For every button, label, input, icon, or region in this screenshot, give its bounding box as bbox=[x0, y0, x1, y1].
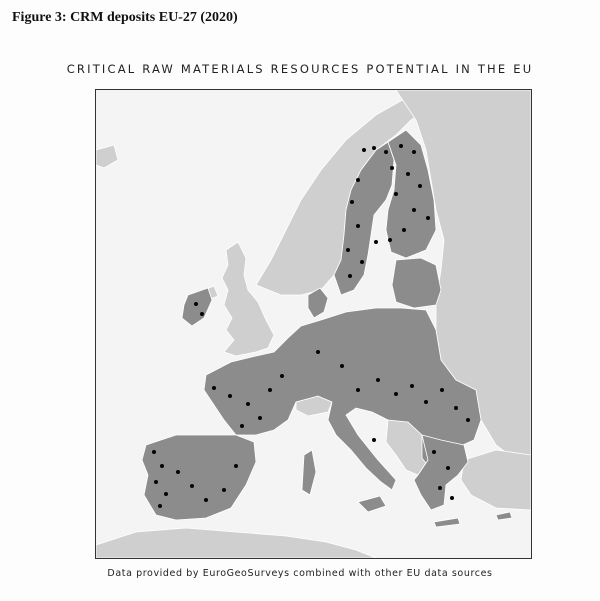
deposit-dot-icon bbox=[160, 464, 164, 468]
deposit-dot-icon bbox=[348, 274, 352, 278]
deposit-dot-icon bbox=[446, 466, 450, 470]
deposit-dot-icon bbox=[412, 208, 416, 212]
deposit-dot-icon bbox=[402, 228, 406, 232]
deposit-dot-icon bbox=[176, 470, 180, 474]
deposit-dot-icon bbox=[376, 378, 380, 382]
deposit-dot-icon bbox=[450, 496, 454, 500]
deposit-dot-icon bbox=[346, 248, 350, 252]
deposit-dot-icon bbox=[234, 464, 238, 468]
deposit-dot-icon bbox=[204, 498, 208, 502]
deposit-dot-icon bbox=[212, 386, 216, 390]
map-title: CRITICAL RAW MATERIALS RESOURCES POTENTIAL IN THE EU bbox=[66, 62, 534, 76]
deposit-dot-icon bbox=[158, 504, 162, 508]
deposit-dot-icon bbox=[222, 488, 226, 492]
deposit-dot-icon bbox=[399, 144, 403, 148]
deposit-dot-icon bbox=[372, 146, 376, 150]
deposit-dot-icon bbox=[384, 150, 388, 154]
source-note: Data provided by EuroGeoSurveys combined with other EU data sources bbox=[107, 568, 493, 579]
deposit-dot-icon bbox=[426, 216, 430, 220]
deposit-dot-icon bbox=[350, 200, 354, 204]
deposit-dot-icon bbox=[228, 394, 232, 398]
deposit-dot-icon bbox=[316, 350, 320, 354]
deposit-dot-icon bbox=[418, 184, 422, 188]
deposit-dot-icon bbox=[374, 240, 378, 244]
deposit-dot-icon bbox=[356, 178, 360, 182]
deposit-dot-icon bbox=[390, 166, 394, 170]
deposit-dot-icon bbox=[406, 172, 410, 176]
deposit-dot-icon bbox=[200, 312, 204, 316]
deposit-dot-icon bbox=[424, 400, 428, 404]
deposit-dot-icon bbox=[410, 384, 414, 388]
map-frame bbox=[95, 89, 532, 559]
deposit-dot-icon bbox=[394, 192, 398, 196]
deposit-dot-icon bbox=[164, 492, 168, 496]
deposit-dot-icon bbox=[432, 450, 436, 454]
deposit-dot-icon bbox=[356, 388, 360, 392]
deposit-dot-icon bbox=[388, 238, 392, 242]
deposit-dot-icon bbox=[394, 392, 398, 396]
deposit-dot-icon bbox=[466, 418, 470, 422]
deposit-dot-icon bbox=[454, 406, 458, 410]
deposit-dot-icon bbox=[438, 486, 442, 490]
deposit-dot-icon bbox=[356, 224, 360, 228]
deposit-dot-icon bbox=[280, 374, 284, 378]
deposit-dot-icon bbox=[152, 450, 156, 454]
baltic-states bbox=[392, 258, 441, 308]
deposit-dot-icon bbox=[372, 438, 376, 442]
deposit-dot-icon bbox=[258, 416, 262, 420]
deposit-dot-icon bbox=[240, 424, 244, 428]
deposit-dot-icon bbox=[194, 302, 198, 306]
deposit-dot-icon bbox=[412, 150, 416, 154]
deposit-dot-icon bbox=[268, 388, 272, 392]
deposit-dot-icon bbox=[440, 388, 444, 392]
europe-map bbox=[96, 90, 531, 558]
deposit-dot-icon bbox=[246, 402, 250, 406]
deposit-dot-icon bbox=[360, 260, 364, 264]
figure-caption: Figure 3: CRM deposits EU-27 (2020) bbox=[12, 10, 238, 25]
deposit-dot-icon bbox=[340, 364, 344, 368]
deposit-dot-icon bbox=[190, 484, 194, 488]
deposit-dot-icon bbox=[362, 148, 366, 152]
deposit-dot-icon bbox=[154, 480, 158, 484]
